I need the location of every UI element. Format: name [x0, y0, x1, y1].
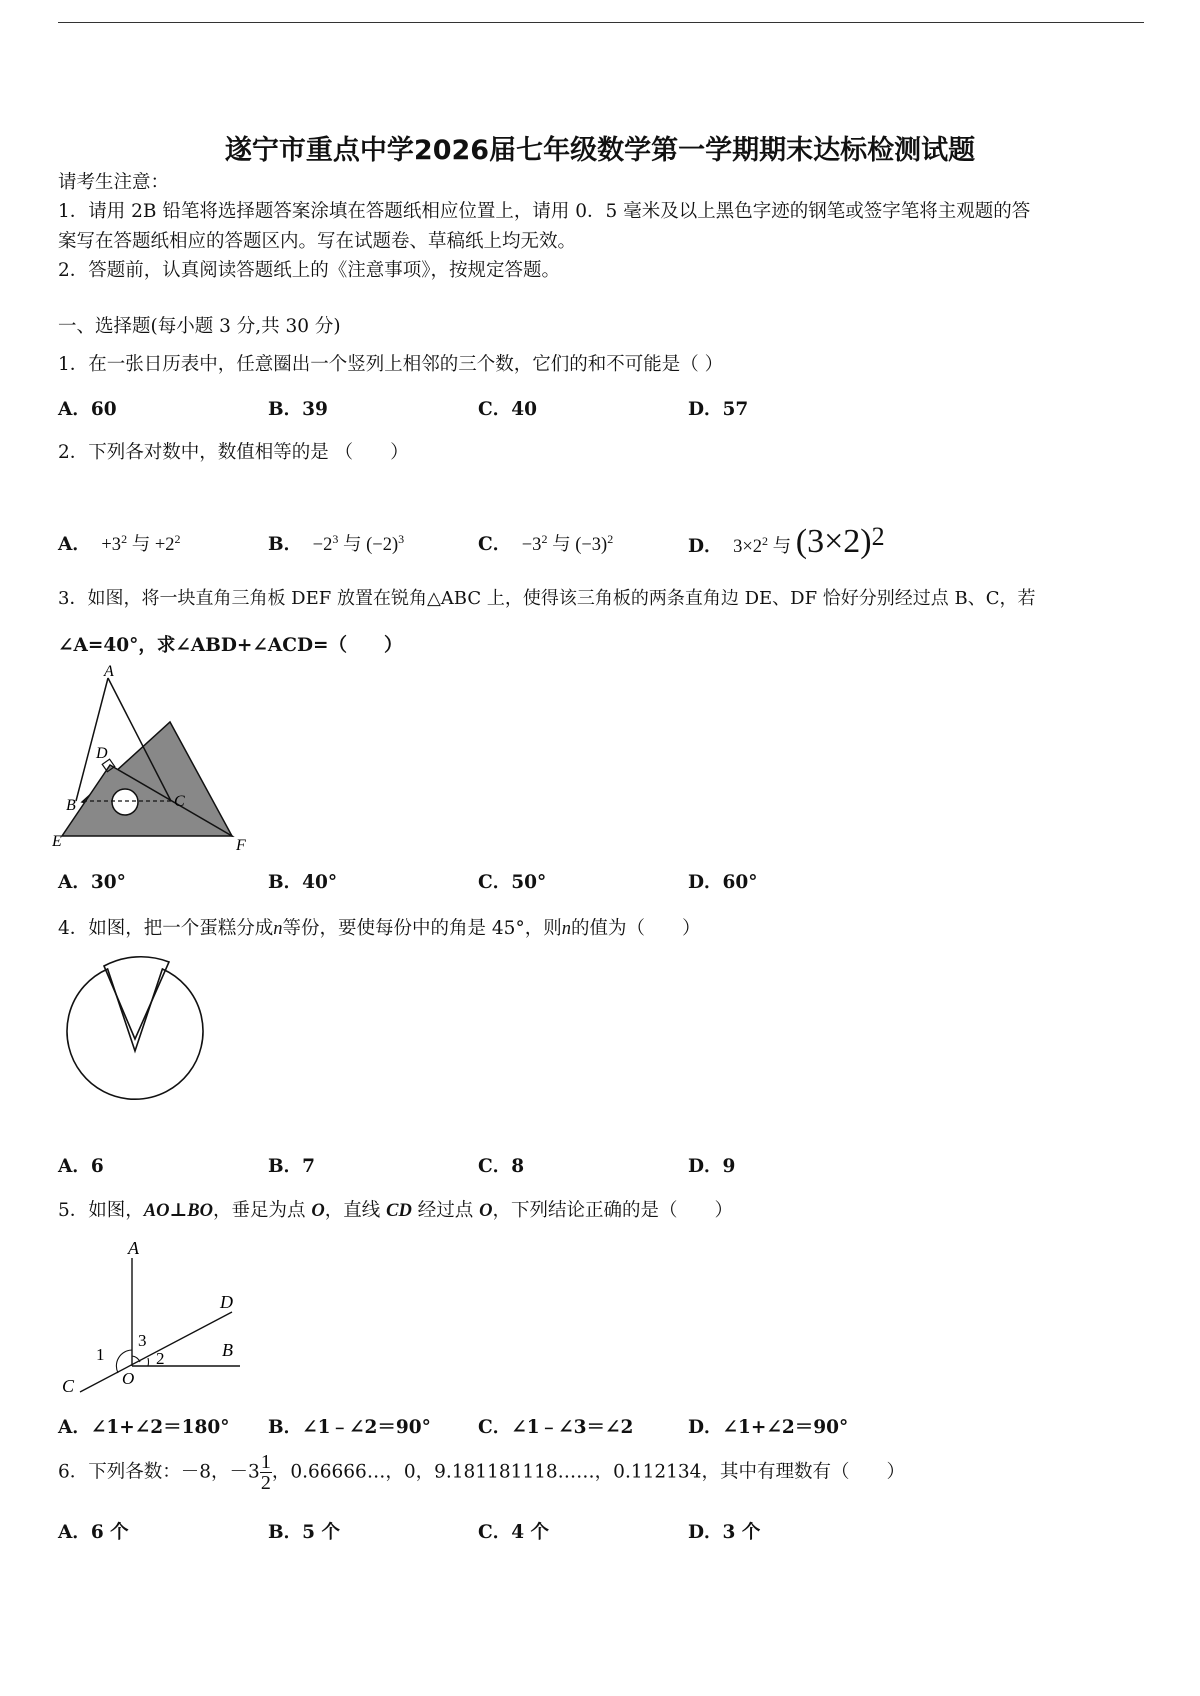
q1-option-c[interactable]: C．40: [478, 399, 537, 420]
header-rule: [58, 22, 1144, 23]
q6-option-c[interactable]: C．4 个: [478, 1522, 550, 1543]
q3-option-a[interactable]: A．30°: [58, 872, 126, 893]
label-f: F: [236, 837, 246, 852]
label-angle-2: 2: [156, 1349, 165, 1368]
page-title: 遂宁市重点中学2026届七年级数学第一学期期末达标检测试题: [224, 135, 976, 166]
q5-figure: [58, 1236, 258, 1396]
q2-c-label: C．: [478, 534, 512, 555]
label-angle-3: 3: [138, 1331, 147, 1350]
q3-option-b[interactable]: B．40°: [268, 872, 338, 893]
label-angle-1: 1: [96, 1345, 105, 1364]
label-d: D: [220, 1292, 233, 1312]
fraction-one-half: $\frac{1}{2}$: [260, 1451, 271, 1494]
q4-cake-figure: [60, 932, 220, 1122]
q5-option-a[interactable]: A．∠1+∠2＝180°: [58, 1417, 230, 1438]
notice-line-1-cont: 案写在答题纸相应的答题区内。写在试题卷、草稿纸上均无效。: [58, 231, 577, 252]
question-1-stem: 1．在一张日历表中，任意圈出一个竖列上相邻的三个数，它们的和不可能是（ ）: [58, 354, 724, 375]
label-a: A: [128, 1238, 139, 1258]
question-4-stem: 4．如图，把一个蛋糕分成n等份，要使每份中的角是 45°，则n的值为（ ）: [58, 918, 701, 939]
section-heading: 一、选择题(每小题 3 分,共 30 分): [58, 316, 341, 337]
q2-d-label: D．: [688, 536, 723, 558]
notice-heading: 请考生注意：: [58, 172, 170, 193]
q2-b-expr: $-2^3$ 与 $(-2)^3$: [308, 531, 405, 555]
label-e: E: [52, 833, 62, 850]
question-3-stem-cont: ∠A=40°，求∠ABD+∠ACD=（ ）: [58, 635, 403, 656]
q6-option-a[interactable]: A．6 个: [58, 1522, 129, 1543]
label-c: C: [62, 1376, 75, 1396]
q5-option-b[interactable]: B．∠1﹣∠2＝90°: [268, 1417, 431, 1438]
q3-figure: [52, 664, 252, 852]
q2-option-b[interactable]: [268, 530, 404, 556]
q2-option-d[interactable]: [688, 522, 885, 561]
question-3-stem: 3．如图，将一块直角三角板 DEF 放置在锐角△ABC 上，使得该三角板的两条直角边 DE、DF 恰好分别经过点 B、C，若: [58, 588, 1036, 609]
question-5-stem: 5．如图，AO⊥BO，垂足为点 O，直线 CD 经过点 O，下列结论正确的是（ ）: [58, 1200, 733, 1221]
label-c: C: [174, 793, 185, 810]
q2-option-a[interactable]: [58, 530, 181, 556]
label-a: A: [104, 664, 114, 680]
question-6-stem: 6．下列各数：－8，－3 $\frac{1}{2}$ ，0.66666…，0，9.181181118……，0.112134，其中有理数有（ ）: [58, 1451, 905, 1494]
q6-option-b[interactable]: B．5 个: [268, 1522, 340, 1543]
q2-option-c[interactable]: [478, 530, 613, 556]
notice-line-2: 2．答题前，认真阅读答题纸上的《注意事项》，按规定答题。: [58, 260, 561, 281]
q1-option-a[interactable]: A．60: [58, 399, 117, 420]
q1-option-b[interactable]: B．39: [268, 399, 328, 420]
cake-slice: [104, 957, 169, 1039]
q4-option-c[interactable]: C．8: [478, 1156, 525, 1177]
cake-circle: [67, 969, 203, 1099]
q3-option-c[interactable]: C．50°: [478, 872, 547, 893]
question-2-stem: 2．下列各对数中，数值相等的是 （ ）: [58, 442, 409, 463]
q2-d-expr: $3\times 2^2$ 与 $(3\times 2)^2$: [728, 522, 885, 561]
label-d: D: [96, 745, 108, 762]
label-o: O: [122, 1369, 135, 1388]
triangle-hole: [112, 789, 138, 815]
q2-b-label: B．: [268, 534, 303, 555]
q5-option-c[interactable]: C．∠1﹣∠3＝∠2: [478, 1417, 634, 1438]
q2-c-expr: $-3^2$ 与 $(-3)^2$: [517, 531, 614, 555]
label-b: B: [66, 797, 76, 814]
q4-option-a[interactable]: A．6: [58, 1156, 104, 1177]
arc-angle-2: [148, 1358, 149, 1366]
q2-a-label: A．: [58, 534, 91, 555]
notice-line-1: 1．请用 2B 铅笔将选择题答案涂填在答题纸相应位置上，请用 0．5 毫米及以上黑色字迹的钢笔或签字笔将主观题的答: [58, 201, 1031, 222]
q4-option-d[interactable]: D．9: [688, 1156, 736, 1177]
label-b: B: [222, 1340, 233, 1360]
q4-option-b[interactable]: B．7: [268, 1156, 316, 1177]
q6-option-d[interactable]: D．3 个: [688, 1522, 761, 1543]
q1-option-d[interactable]: D．57: [688, 399, 749, 420]
q5-option-d[interactable]: D．∠1+∠2＝90°: [688, 1417, 849, 1438]
q3-option-d[interactable]: D．60°: [688, 872, 758, 893]
q2-a-expr: $+3^2$ 与 $+2^2$: [96, 531, 181, 555]
